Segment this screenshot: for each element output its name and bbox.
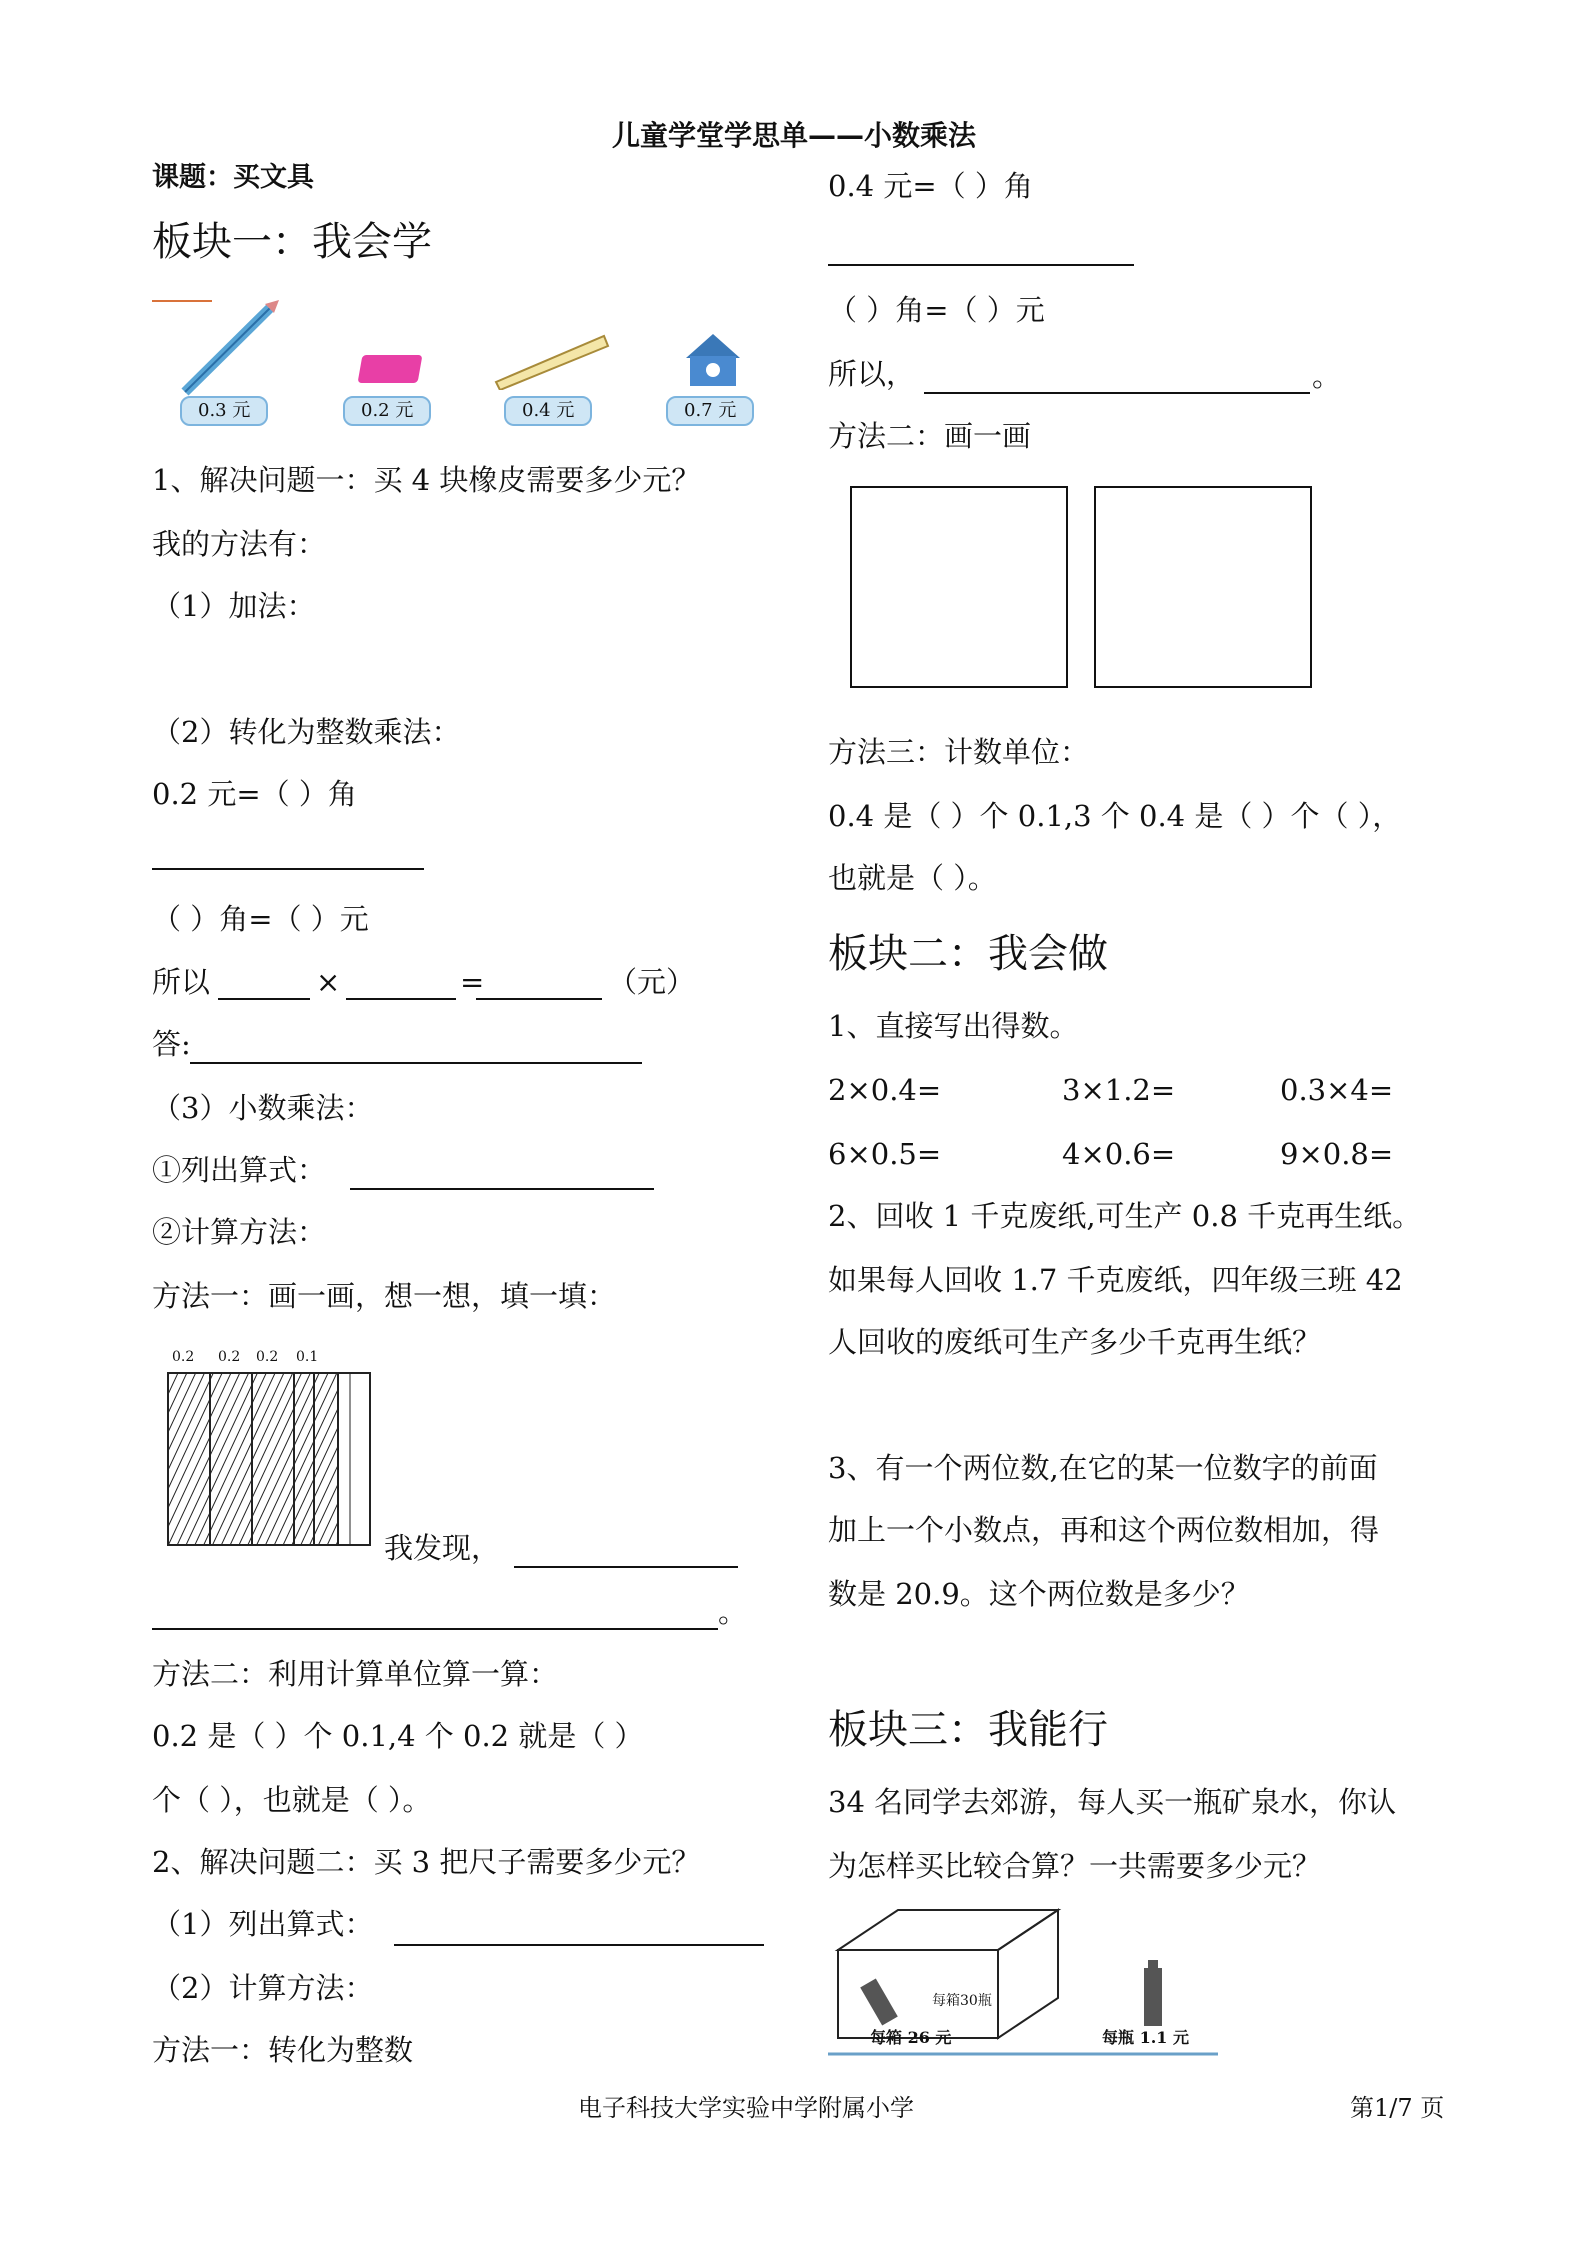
footer-school: 电子科技大学实验中学附属小学 [578,2094,914,2122]
blank-factor-1[interactable] [218,998,310,1000]
answer-line[interactable] [152,868,424,870]
method-integer-mult: （2）转化为整数乘法： [152,715,461,749]
expression-blank[interactable] [350,1188,654,1190]
expr: 6×0.5= [828,1137,942,1171]
task-line-b: 为怎样买比较合算？一共需要多少元？ [828,1849,1322,1883]
blank-factor-2[interactable] [346,998,456,1000]
expr: 4×0.6= [1062,1137,1176,1171]
period: 。 [718,1595,748,1629]
right-answer-line[interactable] [828,264,1134,266]
eraser-image [358,355,423,383]
task-line-a: 34 名同学去郊游，每人买一瓶矿泉水，你认 [828,1785,1397,1819]
topic-label: 课题：买文具 [152,162,314,193]
expr: 0.3×4= [1280,1073,1394,1107]
right-so-label: 所以， [828,357,916,391]
method-addition: （1）加法： [152,589,316,623]
expr: 3×1.2= [1062,1073,1176,1107]
price-tag-eraser: 0.2 元 [343,396,431,426]
answer-label: 答: [152,1027,191,1061]
price-tag-ruler: 0.4 元 [504,396,592,426]
my-methods-label: 我的方法有： [152,527,327,561]
step-calc-method: ②计算方法： [152,1215,327,1249]
price-tag-sharpener: 0.7 元 [666,396,754,426]
found-blank[interactable] [514,1566,738,1568]
question-1: 1、解决问题一：买 4 块橡皮需要多少元？ [152,463,701,497]
yuan-unit: （元） [608,965,696,999]
q2-calc-method: （2）计算方法： [152,1971,374,2005]
q2-write-expression: （1）列出算式： [152,1907,374,1941]
practice-2-line-b: 如果每人回收 1.7 千克废纸，四年级三班 42 [828,1263,1403,1297]
box-price: 每箱 26 元 [870,2028,952,2047]
unit-line-a: 0.2 是（ ）个 0.1,4 个 0.2 就是（ ） [152,1719,644,1753]
right-conversion-1: 0.4 元=（ ）角 [828,169,1033,203]
grid-drawing [164,1345,374,1550]
right-period: 。 [1312,359,1342,393]
ruler-image [492,330,612,390]
footer-page-number: 第1/7 页 [1350,2094,1445,2122]
pencil-image [175,300,285,400]
unit-line-b: 个（ ），也就是（ ）。 [152,1783,432,1817]
right-unit-line-a: 0.4 是（ ）个 0.1,3 个 0.4 是（ ）个（ ）， [828,799,1402,833]
practice-2-line-a: 2、回收 1 千克废纸,可生产 0.8 千克再生纸。 [828,1199,1422,1233]
grid-label: 0.2 [172,1349,195,1365]
grid-label: 0.2 [218,1349,241,1365]
right-unit-line-b: 也就是（ ）。 [828,861,997,895]
q2-expression-blank[interactable] [394,1944,764,1946]
practice-1: 1、直接写出得数。 [828,1009,1079,1043]
grid-label: 0.1 [296,1349,319,1365]
sharpener-image [678,330,748,390]
answer-blank[interactable] [190,1062,642,1064]
so-label: 所以 [152,965,211,999]
box-label: 每箱30瓶 [932,1993,992,2009]
expr: 9×0.8= [1280,1137,1394,1171]
equals-sign: = [460,965,485,999]
page-title: 儿童学堂学思单——小数乘法 [612,119,977,152]
method-2-units: 方法二：利用计算单位算一算： [152,1657,559,1691]
method-1-draw: 方法一：画一画，想一想，填一填： [152,1279,617,1313]
q2-method-1: 方法一：转化为整数 [152,2033,414,2067]
section-3-heading: 板块三：我能行 [828,1707,1108,1753]
conversion-2: （ ）角=（ ）元 [152,902,369,936]
section-2-heading: 板块二：我会做 [828,931,1108,977]
right-method-2-draw: 方法二：画一画 [828,419,1032,453]
blank-product[interactable] [476,998,602,1000]
expr: 2×0.4= [828,1073,942,1107]
times-sign: × [316,965,341,999]
right-conversion-2: （ ）角=（ ）元 [828,293,1045,327]
step-write-expression: ①列出算式： [152,1153,327,1187]
price-tag-pencil: 0.3 元 [180,396,268,426]
right-so-blank[interactable] [924,392,1310,394]
found-blank-2[interactable] [152,1628,718,1630]
practice-3-line-a: 3、有一个两位数,在它的某一位数字的前面 [828,1451,1378,1485]
right-method-3: 方法三：计数单位： [828,735,1090,769]
section-1-heading: 板块一：我会学 [152,219,432,265]
found-label: 我发现， [384,1531,501,1565]
bottle-price: 每瓶 1.1 元 [1102,2028,1189,2047]
method-decimal-mult: （3）小数乘法： [152,1091,374,1125]
practice-3-line-b: 加上一个小数点，再和这个两位数相加，得 [828,1513,1380,1547]
drawing-box-1[interactable] [850,486,1068,688]
practice-2-line-c: 人回收的废纸可生产多少千克再生纸？ [828,1325,1322,1359]
grid-label: 0.2 [256,1349,279,1365]
practice-3-line-c: 数是 20.9。这个两位数是多少？ [828,1577,1250,1611]
conversion-1: 0.2 元=（ ）角 [152,777,357,811]
question-2: 2、解决问题二：买 3 把尺子需要多少元？ [152,1845,701,1879]
drawing-box-2[interactable] [1094,486,1312,688]
